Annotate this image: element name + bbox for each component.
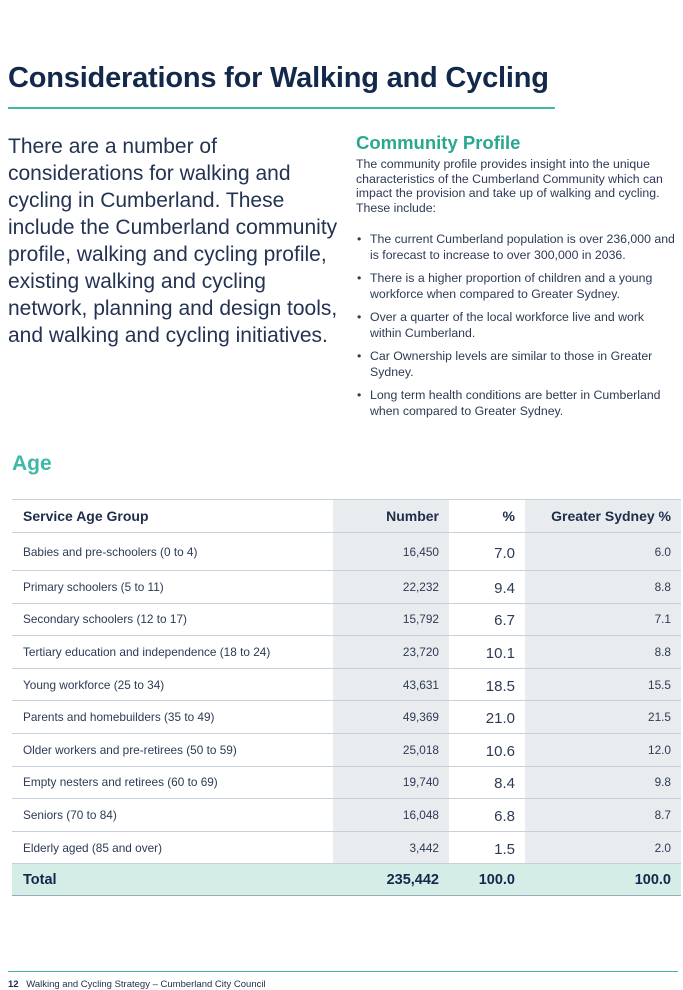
table-row (12, 603, 681, 636)
table-cell: 100.0 (449, 864, 525, 896)
table-cell: 100.0 (525, 864, 681, 896)
column-header: % (449, 500, 525, 533)
footer-text: Walking and Cycling Strategy – Cumberland City Council (26, 979, 266, 990)
list-item: • There is a higher proportion of children and a young workforce when compared to Greater Sydney. (356, 271, 678, 302)
list-item: • The current Cumberland population is over 236,000 and is forecast to increase to over 300,000 in 2036. (356, 232, 678, 263)
table-cell: 22,232 (333, 571, 449, 604)
community-profile-list (356, 232, 678, 427)
list-item: • Car Ownership levels are similar to those in Greater Sydney. (356, 349, 678, 380)
table-cell: 6.0 (525, 533, 681, 571)
table-cell: Tertiary education and independence (18 to 24) (12, 636, 333, 669)
table-cell: 12.0 (525, 733, 681, 766)
table-row (12, 701, 681, 734)
table-total-row (12, 864, 681, 896)
table-cell: 10.1 (449, 636, 525, 669)
age-table (12, 499, 681, 896)
table-cell: Older workers and pre-retirees (50 to 59) (12, 733, 333, 766)
table-cell: 9.4 (449, 571, 525, 604)
table-cell: 19,740 (333, 766, 449, 799)
table-cell: 7.1 (525, 603, 681, 636)
table-cell: 16,048 (333, 799, 449, 832)
column-header: Service Age Group (12, 500, 333, 533)
table-row (12, 766, 681, 799)
table-cell: 25,018 (333, 733, 449, 766)
table-cell: 49,369 (333, 701, 449, 734)
table-cell: 43,631 (333, 668, 449, 701)
page-footer (8, 979, 266, 990)
table-cell: 23,720 (333, 636, 449, 669)
table-header-row (12, 500, 681, 533)
table-cell: Seniors (70 to 84) (12, 799, 333, 832)
table-row (12, 571, 681, 604)
table-cell: 235,442 (333, 864, 449, 896)
table-row (12, 799, 681, 832)
page-number: 12 (8, 979, 19, 990)
table-cell: Young workforce (25 to 34) (12, 668, 333, 701)
table-cell: 8.8 (525, 571, 681, 604)
table-cell: 10.6 (449, 733, 525, 766)
table-cell: 2.0 (525, 831, 681, 864)
column-header: Number (333, 500, 449, 533)
footer-divider (8, 971, 678, 972)
table-cell: 8.8 (525, 636, 681, 669)
table-cell: 3,442 (333, 831, 449, 864)
table-row (12, 831, 681, 864)
table-cell: Elderly aged (85 and over) (12, 831, 333, 864)
table-cell: 7.0 (449, 533, 525, 571)
table-cell: Babies and pre-schoolers (0 to 4) (12, 533, 333, 571)
table-cell: 21.0 (449, 701, 525, 734)
age-heading: Age (12, 452, 52, 475)
table-row (12, 636, 681, 669)
table-row (12, 733, 681, 766)
table-cell: 8.7 (525, 799, 681, 832)
table-cell: 8.4 (449, 766, 525, 799)
list-item: • Over a quarter of the local workforce live and work within Cumberland. (356, 310, 678, 341)
table-row (12, 533, 681, 571)
intro-paragraph: There are a number of considerations for walking and cycling in Cumberland. These include the Cumberland community profile, walking and cycling profile, existing walking and cycling network, planning and design tools, and walking and cycling initiatives. (8, 135, 338, 347)
table-cell: Parents and homebuilders (35 to 49) (12, 701, 333, 734)
table-cell: 16,450 (333, 533, 449, 571)
table-cell: 21.5 (525, 701, 681, 734)
table-row (12, 668, 681, 701)
table-cell: 6.8 (449, 799, 525, 832)
list-item: • Long term health conditions are better in Cumberland when compared to Greater Sydney. (356, 388, 678, 419)
community-profile-text: The community profile provides insight into the unique characteristics of the Cumberland Community which can impact the provision and take up of walking and cycling. These include: (356, 157, 663, 215)
table-cell: 6.7 (449, 603, 525, 636)
table-cell: 9.8 (525, 766, 681, 799)
table-cell: 15.5 (525, 668, 681, 701)
table-cell: Total (12, 864, 333, 896)
column-header: Greater Sydney % (525, 500, 681, 533)
table-cell: 1.5 (449, 831, 525, 864)
title-underline (8, 107, 555, 109)
page-title: Considerations for Walking and Cycling (8, 62, 549, 94)
table-cell: 15,792 (333, 603, 449, 636)
table-cell: Primary schoolers (5 to 11) (12, 571, 333, 604)
table-cell: Secondary schoolers (12 to 17) (12, 603, 333, 636)
community-profile-heading: Community Profile (356, 132, 521, 153)
table-cell: Empty nesters and retirees (60 to 69) (12, 766, 333, 799)
table-cell: 18.5 (449, 668, 525, 701)
